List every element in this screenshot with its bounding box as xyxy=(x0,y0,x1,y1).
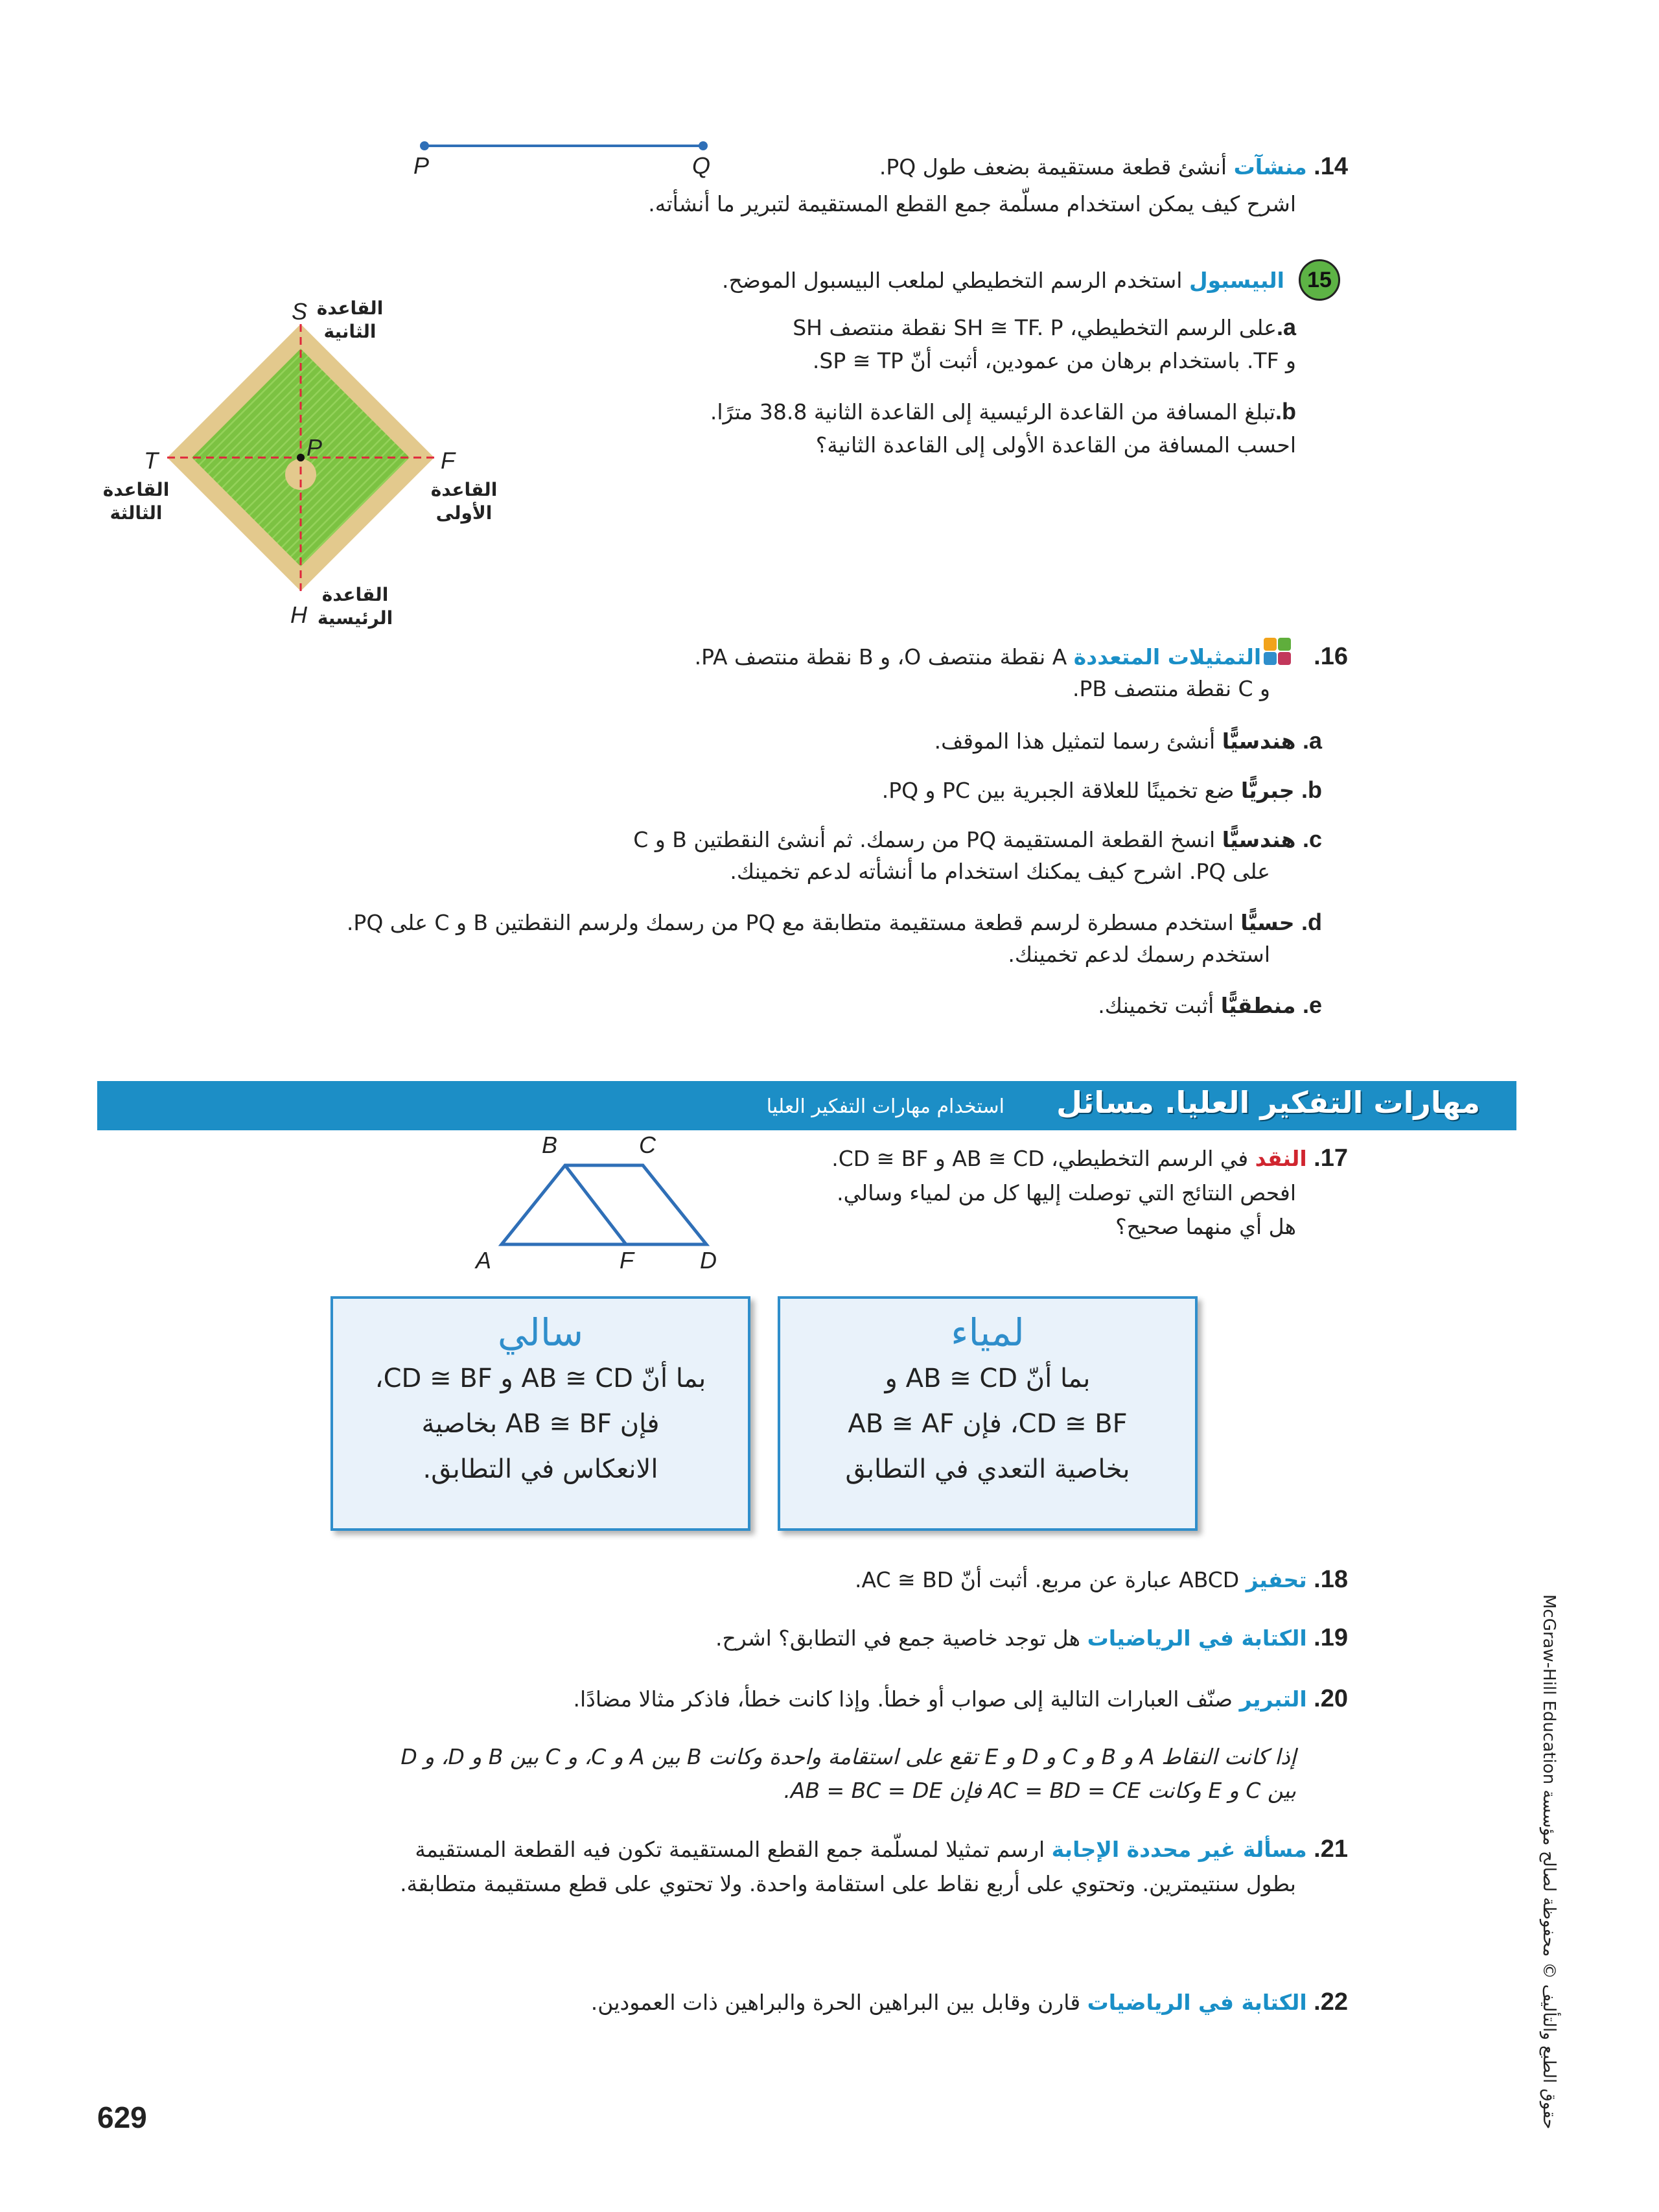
label-q: Q xyxy=(692,152,711,179)
label-h: H xyxy=(290,601,307,628)
label-d: D xyxy=(700,1247,717,1274)
lamia-line-3: بخاصية التعدي في التطابق xyxy=(845,1454,1130,1484)
problem-label: التمثيلات المتعددة xyxy=(1073,644,1262,669)
problem-20: 20. التبرير صنّف العبارات التالية إلى صواب أو خطأ. وإذا كانت خطأ، فاذكر مثالا مضادًا. xyxy=(573,1685,1348,1712)
third-base-label: القاعدة الثالثة xyxy=(102,479,170,524)
banner-title: مهارات التفكير العليا. مسائل xyxy=(1056,1085,1480,1120)
copyright-side-note: McGraw-Hill Education حقوق الطبع والتأليف © محفوظة لصالح مؤسسة xyxy=(1539,1594,1559,2130)
sally-line-2: فإن AB ≅ BF بخاصية xyxy=(421,1409,660,1439)
problem-20-statement-line-2: بين C و E وكانت AC = BD = CE فإن AB = BC = DE. xyxy=(783,1778,1296,1803)
problem-label: منشآت xyxy=(1233,154,1307,180)
first-base-label: القاعدة الأولى xyxy=(430,479,498,524)
problem-label: النقد xyxy=(1255,1146,1307,1171)
problem-label: مسألة غير محددة الإجابة xyxy=(1051,1837,1307,1862)
segment-pq-figure xyxy=(408,133,713,185)
problem-16-line-1: 16. التمثيلات المتعددة A نقطة منتصف O، و B نقطة منتصف PA. xyxy=(694,643,1348,670)
lamia-card xyxy=(778,1296,1198,1531)
baseball-diamond-figure xyxy=(162,318,441,603)
sally-card xyxy=(331,1296,750,1531)
problem-15a-line-2: و TF. باستخدام برهان من عمودين، أثبت أنّ SP ≅ TP. xyxy=(812,348,1296,373)
problem-15a-line-1: a.على الرسم التخطيطي، SH ≅ TF. P نقطة منتصف SH xyxy=(793,314,1296,340)
lamia-line-1: بما أنّ AB ≅ CD و xyxy=(885,1364,1091,1393)
sally-line-1: بما أنّ AB ≅ CD و CD ≅ BF، xyxy=(375,1364,706,1393)
trapezoid-figure xyxy=(493,1154,739,1257)
problem-18: 18. تحفيز ABCD عبارة عن مربع. أثبت أنّ AC ≅ BD. xyxy=(854,1566,1348,1593)
label-f: F xyxy=(620,1247,634,1274)
problem-number: 19. xyxy=(1314,1624,1348,1651)
home-base-label: القاعدة الرئيسية xyxy=(317,584,393,629)
problem-number: 17. xyxy=(1314,1145,1348,1172)
problem-number: 18. xyxy=(1314,1566,1348,1593)
problem-20-statement-line-1: إذا كانت النقاط A و B و C و D و E تقع على استقامة واحدة وكانت B بين A و C، و C بين B و D، و D xyxy=(400,1744,1296,1769)
sally-name: سالي xyxy=(497,1310,584,1355)
point-p xyxy=(297,454,305,461)
problem-21-line-2: بطول سنتيمترين. وتحتوي على أربع نقاط على استقامة واحدة. ولا تحتوي على قطع مستقيمة متطابقة. xyxy=(400,1871,1296,1896)
problem-16-line-2: و C نقطة منتصف PB. xyxy=(1072,676,1270,701)
page-number: 629 xyxy=(97,2101,147,2134)
problem-16c-line-1: c. هندسيًّا انسخ القطعة المستقيمة PQ من رسمك. ثم أنشئ النقطتين B و C xyxy=(633,826,1322,852)
problem-22: 22. الكتابة في الرياضيات قارن وقابل بين البراهين الحرة والبراهين ذات العمودين. xyxy=(590,1988,1348,2016)
problem-15-number-badge: 15 xyxy=(1299,259,1340,301)
point-q xyxy=(699,141,708,150)
problem-15b-line-2: احسب المسافة من القاعدة الأولى إلى القاعدة الثانية؟ xyxy=(815,432,1296,458)
problem-label: الكتابة في الرياضيات xyxy=(1087,1625,1307,1651)
problem-number: 14. xyxy=(1314,153,1348,180)
banner-subtitle: استخدام مهارات التفكير العليا xyxy=(766,1095,1004,1118)
problem-15-intro: البيسبول استخدم الرسم التخطيطي لملعب البيسبول الموضح. xyxy=(721,268,1284,293)
label-f: F xyxy=(441,447,455,474)
problem-number: 21. xyxy=(1314,1835,1348,1863)
hots-banner xyxy=(97,1081,1516,1130)
problem-16d-line-1: d. حسيًّا استخدم مسطرة لرسم قطعة مستقيمة متطابقة مع PQ من رسمك ولرسم النقطتين B و C على PQ. xyxy=(346,909,1322,935)
problem-number: 20. xyxy=(1314,1685,1348,1712)
lamia-line-2: CD ≅ BF، فإن AB ≅ AF xyxy=(848,1409,1128,1439)
segment-bf xyxy=(565,1165,626,1244)
problem-label: الكتابة في الرياضيات xyxy=(1087,1990,1307,2015)
label-t: T xyxy=(144,447,158,474)
problem-17-line-2: افحص النتائج التي توصلت إليها كل من لمياء وسالي. xyxy=(837,1180,1296,1205)
sally-line-3: الانعكاس في التطابق. xyxy=(423,1454,658,1484)
problem-16c-line-2: على PQ. اشرح كيف يمكنك استخدام ما أنشأته لدعم تخمينك. xyxy=(730,859,1270,884)
label-p: P xyxy=(413,152,430,179)
second-base-label: القاعدة الثانية xyxy=(316,297,384,342)
label-p-center: P xyxy=(307,434,323,461)
label-c: C xyxy=(639,1132,656,1158)
problem-16a: a. هندسيًّا أنشئ رسما لتمثيل هذا الموقف. xyxy=(934,727,1322,754)
problem-16d-line-2: استخدم رسمك لدعم تخمينك. xyxy=(1008,942,1270,967)
label-b: B xyxy=(542,1132,558,1158)
point-p xyxy=(420,141,429,150)
problem-15b-line-1: b.تبلغ المسافة من القاعدة الرئيسية إلى القاعدة الثانية 38.8 مترًا. xyxy=(710,398,1296,425)
problem-17-line-3: هل أي منهما صحيح؟ xyxy=(1115,1214,1296,1239)
problem-label: تحفيز xyxy=(1246,1567,1307,1592)
problem-17-line-1: 17. النقد في الرسم التخطيطي، AB ≅ CD و CD ≅ BF. xyxy=(831,1145,1348,1172)
problem-19: 19. الكتابة في الرياضيات هل توجد خاصية جمع في التطابق؟ اشرح. xyxy=(715,1624,1348,1651)
problem-14-line-2: اشرح كيف يمكن استخدام مسلّمة جمع القطع المستقيمة لتبرير ما أنشأته. xyxy=(648,191,1296,216)
trapezoid-abcd xyxy=(502,1165,706,1244)
problem-21-line-1: 21. مسألة غير محددة الإجابة ارسم تمثيلا لمسلّمة جمع القطع المستقيمة تكون فيه القطعة المستقيمة xyxy=(415,1835,1348,1863)
problem-16b: b. جبريًّا ضع تخمينًا للعلاقة الجبرية بين PC و PQ. xyxy=(881,776,1322,803)
problem-14-line-1: 14. منشآت أنشئ قطعة مستقيمة بضعف طول PQ. xyxy=(879,153,1348,180)
label-a: A xyxy=(476,1247,492,1274)
problem-16e: e. منطقيًّا أثبت تخمينك. xyxy=(1098,992,1322,1018)
problem-label: التبرير xyxy=(1239,1686,1307,1712)
problem-label: البيسبول xyxy=(1189,268,1284,293)
problem-number: 16. xyxy=(1314,643,1348,670)
label-s: S xyxy=(292,298,308,325)
problem-number: 22. xyxy=(1314,1988,1348,2016)
lamia-name: لمياء xyxy=(951,1310,1025,1355)
